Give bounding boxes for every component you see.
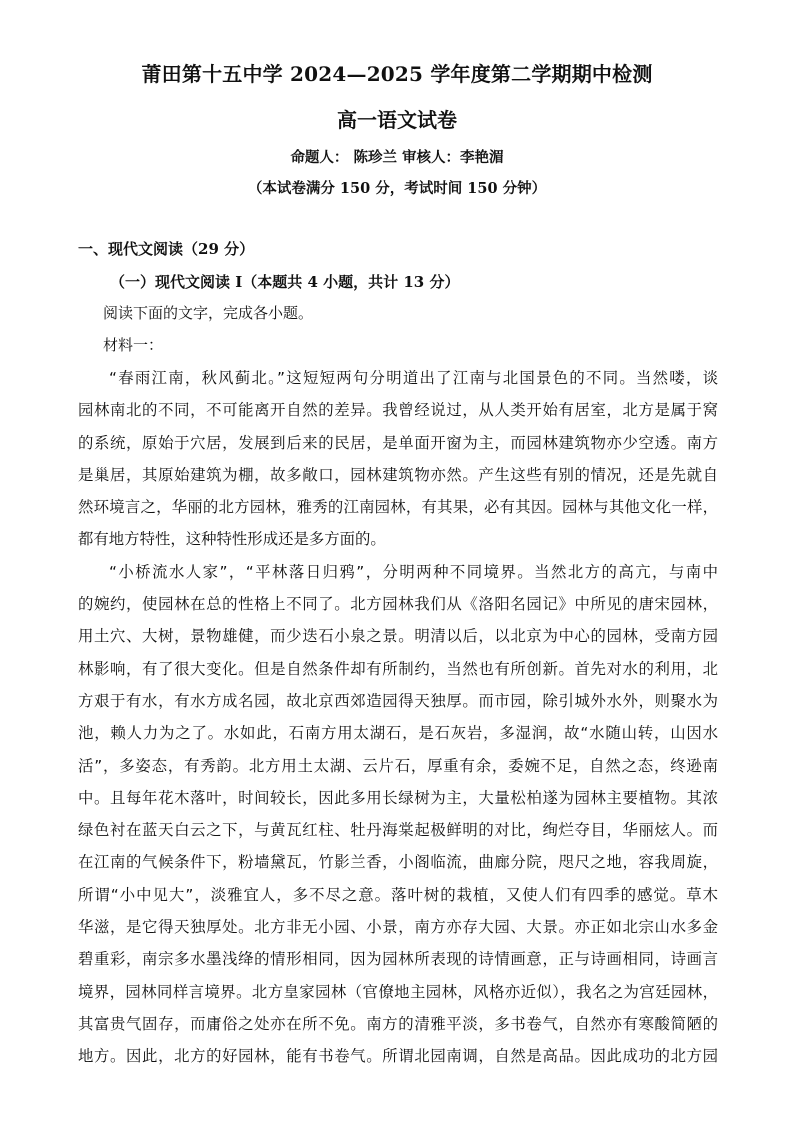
text-line: 然环境言之，华丽的北方园林，雅秀的江南园林，有其果，必有其因。园林与其他文化一样， xyxy=(78,498,718,517)
text-line: 林影响，有了很大变化。但是自然条件却有所制约，当然也有所创新。首先对水的利用，北 xyxy=(78,659,718,678)
text-line: 碧重彩，南宗多水墨浅绛的情形相同，因为园林所表现的诗情画意，正与诗画相同，诗画言 xyxy=(78,950,718,969)
paragraph-1 xyxy=(78,362,718,556)
material-label: 材料一： xyxy=(103,336,164,354)
subsection-heading: （一）现代文阅读 I（本题共 4 小题，共计 13 分） xyxy=(110,273,460,291)
school-exam-title: 莆田第十五中学 2024—2025 学年度第二学期期中检测 xyxy=(141,62,653,86)
section-heading: 一、现代文阅读（29 分） xyxy=(78,240,255,258)
text-line: 的系统，原始于穴居，发展到后来的民居，是单面开窗为主，而园林建筑物亦少空透。南方 xyxy=(78,433,718,452)
authors-line: 命题人： 陈珍兰 审核人：李艳湄 xyxy=(290,149,504,166)
text-line: 方艰于有水，有水方成名园，故北京西郊造园得天独厚。而市园，除引城外水外，则聚水为 xyxy=(78,691,718,710)
text-line: 所谓“小中见大”，淡雅宜人，多不尽之意。落叶树的栽植，又使人们有四季的感觉。草木 xyxy=(78,885,718,904)
passage xyxy=(78,362,718,1073)
instruction-text: 阅读下面的文字，完成各小题。 xyxy=(103,304,314,322)
text-line: 池，赖人力为之了。水如此，石南方用太湖石，是石灰岩，多湿润，故“水随山转，山因水 xyxy=(78,724,718,743)
text-line: 在江南的气候条件下，粉墙黛瓦，竹影兰香，小阁临流，曲廊分院，咫尺之地，容我周旋， xyxy=(78,853,718,872)
text-line: 园林南北的不同，不可能离开自然的差异。我曾经说过，从人类开始有居室，北方是属于窝 xyxy=(78,401,718,420)
text-line: 中。且每年花木落叶，时间较长，因此多用长绿树为主，大量松柏遂为园林主要植物。其浓 xyxy=(78,788,718,807)
text-line: 活”，多姿态，有秀韵。北方用土太湖、云片石，厚重有余，委婉不足，自然之态，终逊南 xyxy=(78,756,718,775)
text-line: 境界，园林同样言境界。北方皇家园林（官僚地主园林，风格亦近似），我名之为宫廷园林， xyxy=(78,982,718,1001)
paragraph-2 xyxy=(78,556,718,1073)
text-line: 地方。因此，北方的好园林，能有书卷气。所谓北园南调，自然是高品。因此成功的北方园 xyxy=(78,1047,718,1066)
text-line: “春雨江南，秋风蓟北。”这短短两句分明道出了江南与北国景色的不同。当然喽，谈 xyxy=(109,369,718,387)
exam-note: （本试卷满分 150 分，考试时间 150 分钟） xyxy=(247,180,547,197)
text-line: 是巢居，其原始建筑为棚，故多敞口，园林建筑物亦然。产生这些有别的情况，还是先就自 xyxy=(78,465,718,484)
text-line: 其富贵气固存，而庸俗之处亦在所不免。南方的清雅平淡，多书卷气，自然亦有寒酸简陋的 xyxy=(78,1014,718,1033)
text-line: 华滋，是它得天独厚处。北方非无小园、小景，南方亦存大园、大景。亦正如北宗山水多金 xyxy=(78,918,718,937)
paper-title: 高一语文试卷 xyxy=(337,108,457,132)
text-line: “小桥流水人家”，“平林落日归鸦”，分明两种不同境界。当然北方的高亢，与南中 xyxy=(109,562,718,581)
text-line: 用土穴、大树，景物雄健，而少迭石小泉之景。明清以后，以北京为中心的园林，受南方园 xyxy=(78,627,718,646)
text-line: 的婉约，使园林在总的性格上不同了。北方园林我们从《洛阳名园记》中所见的唐宋园林， xyxy=(78,595,718,614)
text-line: 绿色衬在蓝天白云之下，与黄瓦红柱、牡丹海棠起极鲜明的对比，绚烂夺目，华丽炫人。而 xyxy=(78,821,718,840)
text-line: 都有地方特性，这种特性形成还是多方面的。 xyxy=(78,530,386,549)
